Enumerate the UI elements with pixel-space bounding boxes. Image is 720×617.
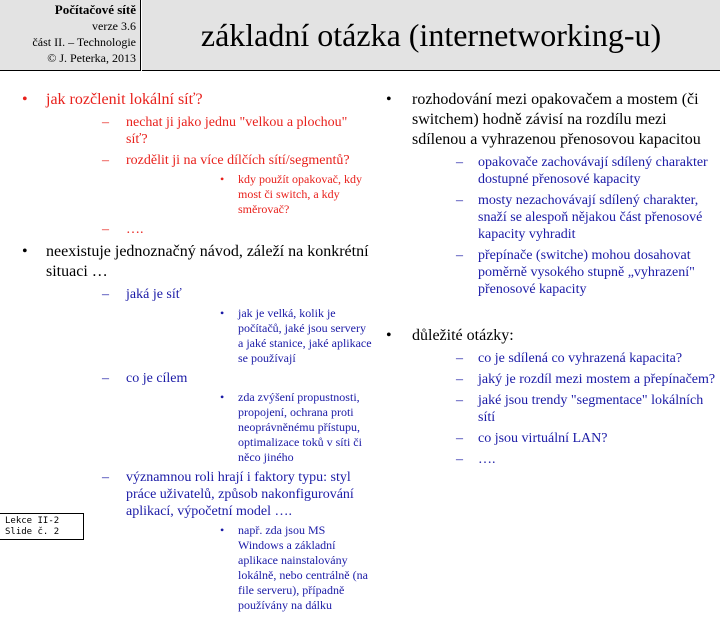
subbullet-segmentation-trends (412, 392, 716, 426)
subsubbullet-text: jak je velká, kolik je počítačů, jaké jsou servery a jaké stanice, jaké aplikace se používají (238, 306, 372, 365)
subbullet-switches (412, 247, 716, 298)
subsubbullet-text: např. zda jsou MS Windows a základní aplikace nainstalovány lokálně, nebo centrálně (na file serveru), případně používány na dálku (238, 523, 368, 612)
lecture-label: Lekce II-2 (5, 516, 60, 526)
subsubbullet-network-size (126, 306, 372, 366)
subbullet-text: nechat ji jako jednu "velkou a plochou" síť? (126, 115, 348, 147)
subsubbullet-text: zda zvýšení propustnosti, propojení, ochrana proti neoprávněnému přístupu, optimalizace toků v síti či něco jiného (238, 390, 362, 464)
dash-marker: – (456, 155, 463, 170)
course-version: verze 3.6 (92, 19, 136, 33)
title-bar (142, 0, 720, 71)
dash-marker: – (102, 153, 109, 168)
bullet-dot: • (22, 243, 28, 260)
subbullet-virtual-lan (412, 430, 716, 447)
dash-marker: – (456, 431, 463, 446)
subbullet-text: jaký je rozdíl mezi mostem a přepínačem? (478, 372, 716, 387)
bullet-text: neexistuje jednoznačný návod, záleží na konkrétní situaci … (46, 243, 369, 280)
subbullet-bridges (412, 192, 716, 243)
subbullet-text: významnou roli hrají i faktory typu: styl práce uživatelů, způsob nakonfigurování aplikací, výpočetní model …. (126, 470, 354, 519)
course-copyright: © J. Peterka, 2013 (47, 51, 136, 65)
subbullet-text: opakovače zachovávají sdílený charakter dostupné přenosové kapacity (478, 155, 708, 187)
bullet-no-universal-guide (0, 242, 372, 613)
subbullet-network-type (46, 286, 372, 366)
dash-marker: – (456, 393, 463, 408)
subbullet-repeaters (412, 154, 716, 188)
bullet-dot: • (386, 327, 392, 344)
subbullet-flat-network (46, 114, 372, 148)
dash-marker: – (102, 222, 109, 237)
slide-number: Slide č. 2 (5, 527, 60, 537)
slide-footer (0, 513, 84, 540)
dash-marker: – (102, 371, 109, 386)
dash-marker: – (102, 470, 109, 485)
subbullet-factors (46, 469, 372, 613)
bullet-important-questions (380, 326, 716, 468)
bullet-text: rozhodování mezi opakovačem a mostem (či switchem) hodně závisí na rozdílu mezi sdílenou a vyhrazenou přenosovou kapacitou (412, 91, 701, 148)
subbullet-split-segments (46, 152, 372, 217)
course-info-box (0, 0, 141, 71)
subbullet-ellipsis (46, 221, 372, 238)
bullet-dot: • (22, 91, 28, 108)
subbullet-text: přepínače (switche) mohou dosahovat poměrně vysokého stupně „vyhrazení" přenosové kapacity (478, 248, 695, 297)
right-column (380, 90, 716, 472)
bullet-repeater-vs-bridge (380, 90, 716, 298)
dash-marker: – (456, 193, 463, 208)
bullet-text: jak rozčlenit lokální síť? (46, 91, 203, 108)
bullet-dot: • (220, 172, 225, 186)
bullet-question-segmentation (0, 90, 372, 238)
subbullet-text: mosty nezachovávají sdílený charakter, snaží se alespoň nějakou část přenosové kapacity vyhradit (478, 193, 703, 242)
subbullet-text: co je sdílená co vyhrazená kapacita? (478, 351, 683, 366)
bullet-dot: • (220, 523, 225, 537)
dash-marker: – (456, 372, 463, 387)
subbullet-text: jaká je síť (126, 287, 182, 302)
subbullet-bridge-vs-switch (412, 371, 716, 388)
slide-title: základní otázka (internetworking-u) (200, 17, 662, 53)
dash-marker: – (456, 351, 463, 366)
subsubbullet-factors-example (126, 523, 372, 613)
bullet-dot: • (220, 306, 225, 320)
subbullet-text: jaké jsou trendy "segmentace" lokálních sítí (478, 393, 704, 425)
subbullet-text: …. (126, 222, 144, 237)
course-title: Počítačové sítě (54, 2, 136, 17)
subbullet-text: co jsou virtuální LAN? (478, 431, 608, 446)
subbullet-shared-vs-dedicated (412, 350, 716, 367)
spacer (380, 302, 716, 326)
subsubbullet-goal-detail (126, 390, 372, 465)
bullet-dot: • (386, 91, 392, 108)
subsubbullet-text: kdy použít opakovač, kdy most či switch, a kdy směrovač? (238, 172, 362, 216)
subbullet-goal (46, 370, 372, 465)
dash-marker: – (102, 287, 109, 302)
bullet-text: důležité otázky: (412, 327, 514, 344)
course-part: část II. – Technologie (32, 35, 136, 49)
subbullet-text: co je cílem (126, 371, 188, 386)
bullet-dot: • (220, 390, 225, 404)
subsubbullet-device-choice (126, 172, 372, 217)
dash-marker: – (102, 115, 109, 130)
dash-marker: – (456, 452, 463, 467)
subbullet-text: …. (478, 452, 496, 467)
dash-marker: – (456, 248, 463, 263)
subbullet-ellipsis (412, 451, 716, 468)
subbullet-text: rozdělit ji na více dílčích sítí/segmentů? (126, 153, 350, 168)
